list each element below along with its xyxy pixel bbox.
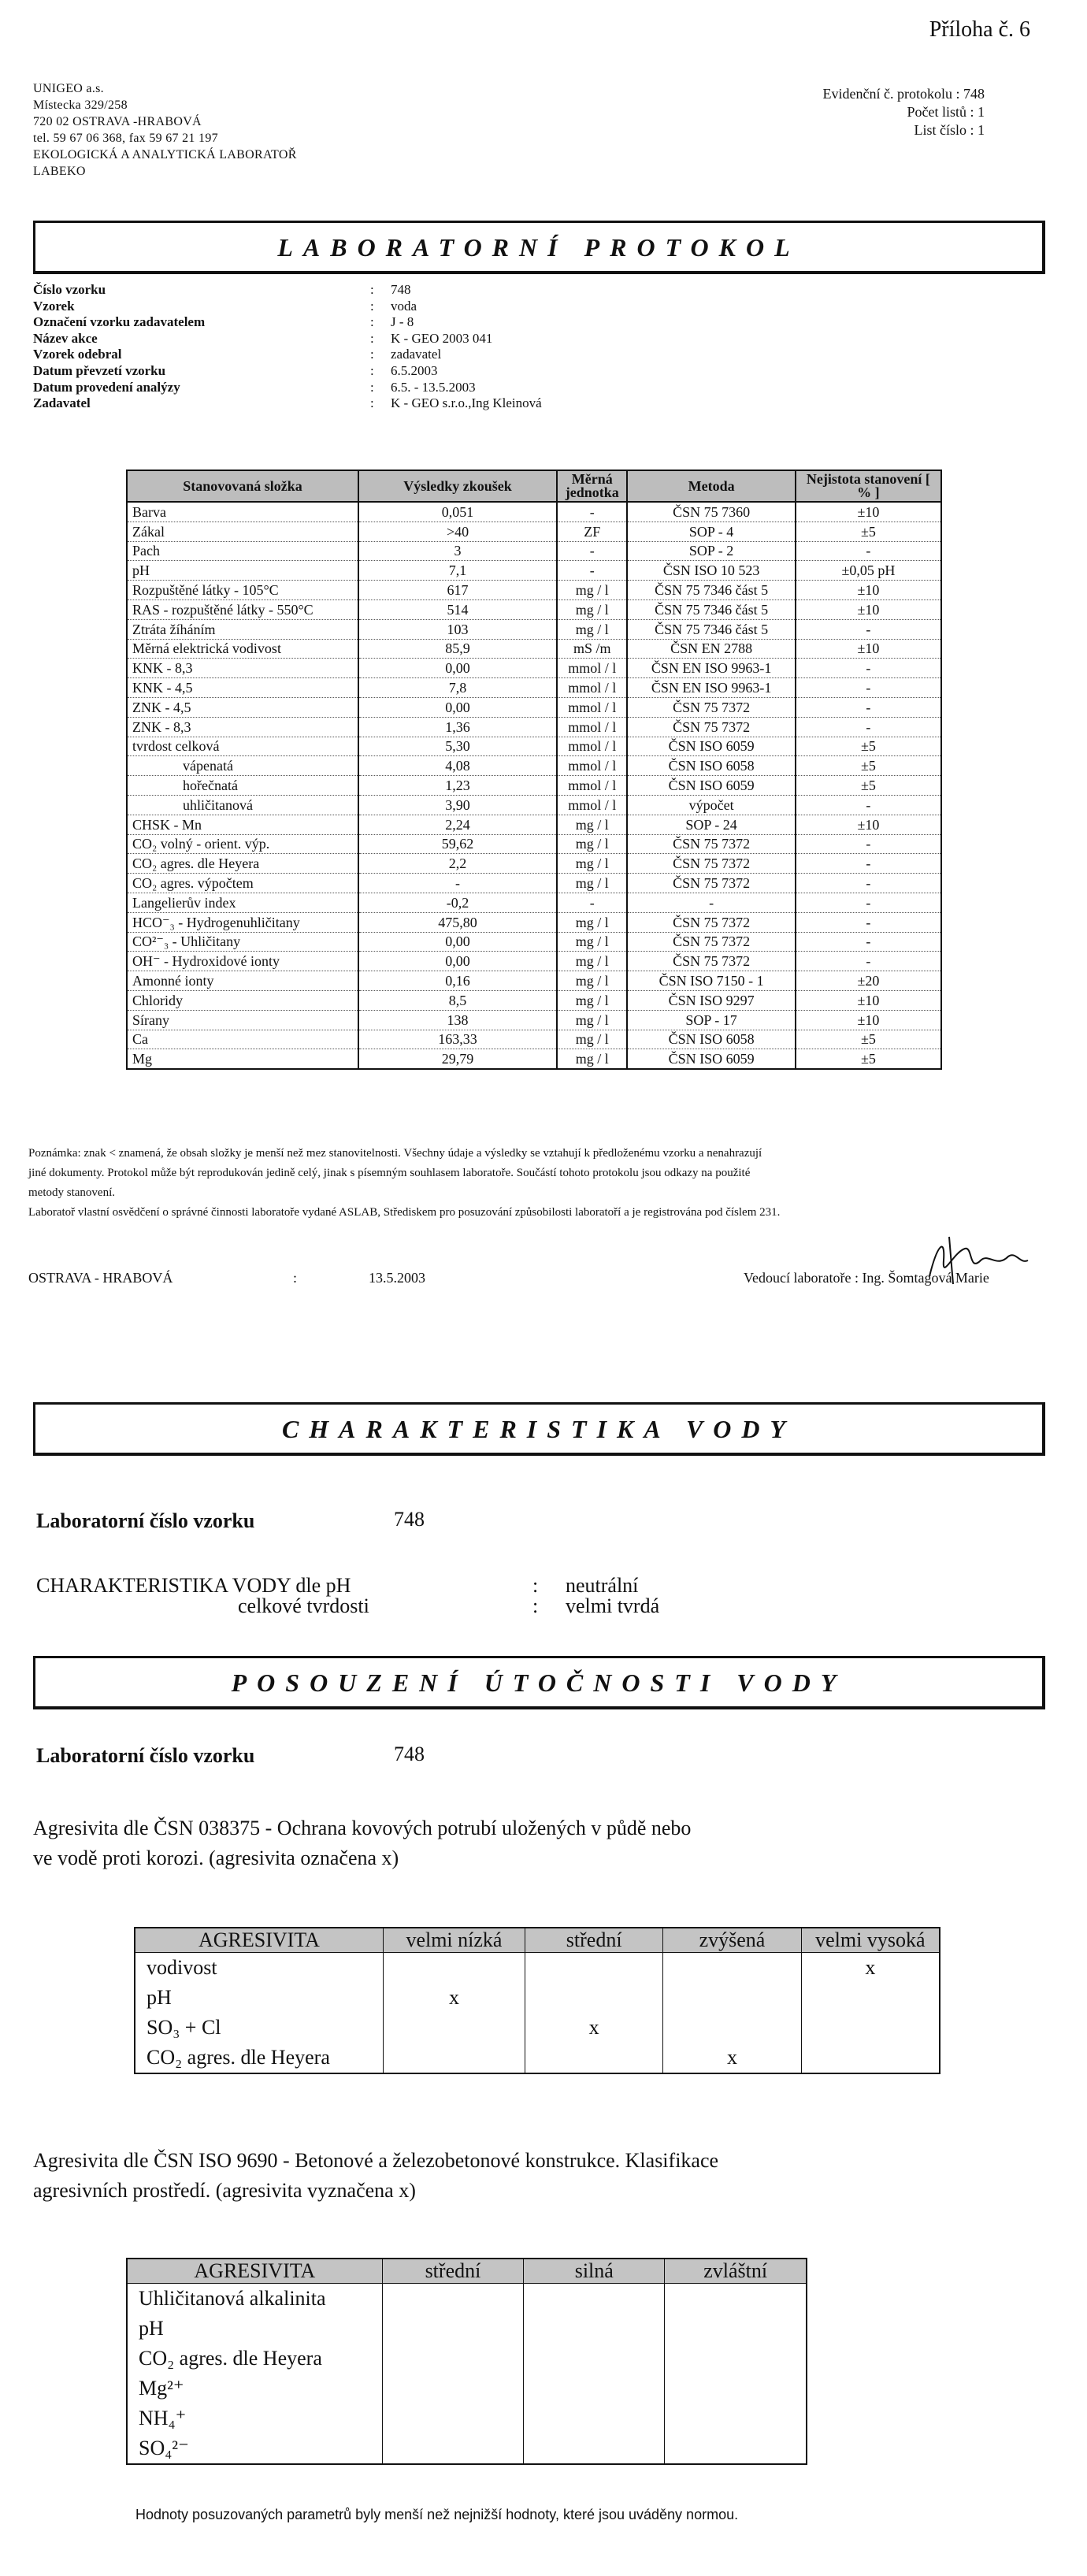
cell-method: ČSN 75 7346 část 5 [627, 619, 795, 639]
cell-unc: - [796, 697, 941, 717]
cell-name: Pach [127, 541, 358, 561]
table-row [127, 599, 941, 619]
table-row [127, 815, 941, 834]
cell-unc: ±10 [796, 1010, 941, 1030]
cell-name: ZNK - 4,5 [127, 697, 358, 717]
cell-result: 3 [358, 541, 557, 561]
col-header: střední [525, 1928, 663, 1953]
cell-name: pH [127, 561, 358, 581]
cell-unit: mg / l [557, 834, 627, 854]
cell-unc: - [796, 678, 941, 698]
sample-info-row [33, 363, 542, 380]
cell-unc: - [796, 541, 941, 561]
cell-unit: mg / l [557, 990, 627, 1010]
cell-name: KNK - 8,3 [127, 659, 358, 678]
colon: : [370, 379, 374, 395]
table-row [127, 659, 941, 678]
date: 13.5.2003 [369, 1270, 425, 1286]
cell-method: ČSN 75 7346 část 5 [627, 581, 795, 600]
cell-result: - [358, 874, 557, 893]
col-header: Metoda [627, 470, 795, 502]
aggressivity-mark: x [663, 2043, 801, 2073]
cell-unit: mg / l [557, 874, 627, 893]
table-row [127, 2284, 807, 2314]
sheet-count: Počet listů : 1 [907, 104, 985, 120]
aggressivity-mark [383, 2043, 525, 2073]
sample-info-value: 6.5.2003 [391, 362, 438, 378]
cell-result: 0,00 [358, 932, 557, 952]
col-header: velmi nízká [383, 1928, 525, 1953]
table-row [127, 990, 941, 1010]
aggressivity-mark [663, 2013, 801, 2043]
aggressivity-table-1 [134, 1927, 940, 2074]
cell-unc: ±5 [796, 1030, 941, 1049]
cell-unit: mmol / l [557, 717, 627, 737]
cell-result: 475,80 [358, 912, 557, 932]
note-line: jiné dokumenty. Protokol může být reprodukován jedině celý, jinak s písemným souhlasem laboratoře. Součástí tohoto protokolu jsou odkazy na použité [28, 1167, 751, 1179]
cell-unc: - [796, 834, 941, 854]
cell-name: Langelierův index [127, 893, 358, 912]
cell-method: ČSN ISO 6059 [627, 776, 795, 796]
sample-info-row [33, 314, 542, 331]
cell-name: ZNK - 8,3 [127, 717, 358, 737]
cell-result: 0,00 [358, 659, 557, 678]
note-line: Laboratoř vlastní osvědčení o správné činnosti laboratoře vydané ASLAB, Střediskem pro posuzování způsobilosti laboratoří a je registrována pod číslem 231. [28, 1206, 781, 1219]
colon: : [532, 1594, 539, 1617]
param-name: NH₄⁺ [127, 2403, 382, 2433]
sample-info-label: Číslo vzorku [33, 282, 106, 297]
sample-info-row [33, 331, 542, 347]
cell-result: 163,33 [358, 1030, 557, 1049]
table-row [127, 893, 941, 912]
organization-address [33, 80, 297, 180]
param-name: pH [127, 2314, 382, 2344]
table-row [127, 834, 941, 854]
cell-result: 3,90 [358, 795, 557, 815]
cell-method: ČSN EN ISO 9963-1 [627, 659, 795, 678]
signature-icon [922, 1229, 1032, 1292]
cell-method: ČSN ISO 7150 - 1 [627, 971, 795, 991]
place: OSTRAVA - HRABOVÁ [28, 1270, 173, 1286]
aggressivity-mark [801, 2013, 940, 2043]
col-header: AGRESIVITA [135, 1928, 383, 1953]
cell-method: ČSN EN ISO 9963-1 [627, 678, 795, 698]
cell-unit: mmol / l [557, 776, 627, 796]
table-row [127, 776, 941, 796]
col-header: AGRESIVITA [127, 2259, 382, 2284]
sample-info-label: Označení vzorku zadavatelem [33, 314, 206, 330]
cell-unit: - [557, 893, 627, 912]
table-row [127, 2433, 807, 2464]
cell-result: 2,24 [358, 815, 557, 834]
cell-unc: - [796, 854, 941, 874]
cell-name: Zákal [127, 522, 358, 541]
page-label: Příloha č. 6 [929, 17, 1030, 42]
table-row [135, 1983, 940, 2013]
sample-info-value: K - GEO s.r.o.,Ing Kleinová [391, 395, 542, 411]
sample-info-label: Datum převzetí vzorku [33, 362, 166, 378]
sample-info-label: Zadavatel [33, 395, 91, 411]
param-name: pH [135, 1983, 383, 2013]
cell-name: Měrná elektrická vodivost [127, 639, 358, 659]
cell-method: ČSN 75 7346 část 5 [627, 599, 795, 619]
aggressivity-text-2: Agresivita dle ČSN ISO 9690 - Betonové a železobetonové konstrukce. Klasifikace agresivních prostředí. (agresivita vyznačena x) [33, 2149, 719, 2202]
cell-result: 4,08 [358, 756, 557, 776]
cell-name: CO₂ agres. výpočtem [127, 874, 358, 893]
cell-unit: mg / l [557, 1030, 627, 1049]
sample-info-label: Vzorek odebral [33, 347, 122, 362]
colon: : [370, 362, 374, 378]
aggressivity-mark: x [525, 2013, 663, 2043]
cell-result: 29,79 [358, 1049, 557, 1069]
cell-name: uhličitanová [127, 795, 358, 815]
aggressivity-mark [663, 1983, 801, 2013]
cell-unc: - [796, 952, 941, 971]
sample-info-label: Vzorek [33, 298, 75, 314]
cell-method: ČSN ISO 6059 [627, 1049, 795, 1069]
table-row [127, 639, 941, 659]
aggressivity-mark [525, 1953, 663, 1984]
aggressivity-mark [801, 2043, 940, 2073]
characteristic-value-ph: neutrální [566, 1574, 639, 1597]
cell-method: SOP - 24 [627, 815, 795, 834]
sample-info-row [33, 395, 542, 412]
cell-method: ČSN ISO 6058 [627, 756, 795, 776]
table-row [135, 2043, 940, 2073]
protocol-title: LABORATORNÍ PROTOKOL [33, 221, 1045, 274]
table-row [135, 1953, 940, 1984]
sample-info-value: zadavatel [391, 347, 442, 362]
colon: : [532, 1574, 539, 1597]
table-row [127, 1030, 941, 1049]
sample-info [33, 282, 542, 412]
cell-unit: - [557, 541, 627, 561]
sheet-number: List číslo : 1 [914, 122, 985, 138]
table-row [127, 678, 941, 698]
characteristic-title: CHARAKTERISTIKA VODY [33, 1402, 1045, 1456]
cell-name: Barva [127, 502, 358, 522]
colon: : [370, 314, 374, 330]
cell-method: ČSN ISO 6058 [627, 1030, 795, 1049]
cell-unc: ±10 [796, 990, 941, 1010]
cell-unc: ±10 [796, 581, 941, 600]
colon: : [370, 282, 374, 297]
col-header: Stanovovaná složka [127, 470, 358, 502]
org-line: 720 02 OSTRAVA -HRABOVÁ [33, 115, 202, 128]
cell-unit: mmol / l [557, 737, 627, 756]
cell-result: 5,30 [358, 737, 557, 756]
org-line: UNIGEO a.s. [33, 82, 104, 95]
table-row [127, 2344, 807, 2374]
cell-unc: ±10 [796, 815, 941, 834]
aggressivity-mark [663, 1953, 801, 1984]
cell-unc: - [796, 912, 941, 932]
cell-method: ČSN ISO 10 523 [627, 561, 795, 581]
cell-unit: mg / l [557, 932, 627, 952]
cell-name: HCO⁻₃ - Hydrogenuhličitany [127, 912, 358, 932]
cell-unit: mmol / l [557, 678, 627, 698]
cell-method: - [627, 893, 795, 912]
cell-unit: mmol / l [557, 697, 627, 717]
cell-unit: mg / l [557, 971, 627, 991]
lab-sample-number-label: Laboratorní číslo vzorku [36, 1509, 255, 1532]
cell-unit: - [557, 561, 627, 581]
lab-results-table [126, 470, 942, 1070]
col-header: silná [524, 2259, 665, 2284]
cell-unc: - [796, 717, 941, 737]
cell-unc: - [796, 874, 941, 893]
cell-unit: mg / l [557, 581, 627, 600]
sample-info-label: Název akce [33, 330, 98, 346]
col-header: Výsledky zkoušek [358, 470, 557, 502]
param-name: Uhličitanová alkalinita [127, 2284, 382, 2314]
cell-name: Ztráta žíháním [127, 619, 358, 639]
cell-unc: ±10 [796, 502, 941, 522]
table-row [127, 619, 941, 639]
table-row [127, 952, 941, 971]
note-line: Poznámka: znak < znamená, že obsah složky je menší než mez stanovitelnosti. Všechny údaje a výsledky se vztahují k předloženému vzorku a nenahrazují [28, 1147, 762, 1160]
cell-result: 59,62 [358, 834, 557, 854]
cell-name: CO₂ volný - orient. výp. [127, 834, 358, 854]
cell-unc: ±5 [796, 522, 941, 541]
cell-name: hořečnatá [127, 776, 358, 796]
protocol-meta [823, 85, 985, 139]
cell-name: Sírany [127, 1010, 358, 1030]
cell-method: SOP - 4 [627, 522, 795, 541]
cell-unit: ZF [557, 522, 627, 541]
characteristic-label-hardness: celkové tvrdosti [238, 1594, 369, 1617]
cell-name: Chloridy [127, 990, 358, 1010]
cell-unc: ±10 [796, 599, 941, 619]
param-name: CO₂ agres. dle Heyera [135, 2043, 383, 2073]
cell-method: ČSN 75 7372 [627, 952, 795, 971]
table-row [127, 502, 941, 522]
param-name: CO₂ agres. dle Heyera [127, 2344, 382, 2374]
cell-unc: ±5 [796, 756, 941, 776]
colon: : [370, 330, 374, 346]
cell-result: 7,8 [358, 678, 557, 698]
sample-info-value: J - 8 [391, 314, 414, 330]
colon: : [370, 395, 374, 411]
cell-unc: ±0,05 pH [796, 561, 941, 581]
col-header: zvláštní [665, 2259, 807, 2284]
table-row [127, 541, 941, 561]
cell-method: ČSN 75 7372 [627, 912, 795, 932]
org-line: Místecka 329/258 [33, 98, 128, 112]
cell-unit: mmol / l [557, 756, 627, 776]
table-row [127, 2314, 807, 2344]
table-row [127, 756, 941, 776]
cell-method: SOP - 2 [627, 541, 795, 561]
aggressivity-mark: x [383, 1983, 525, 2013]
cell-unc: - [796, 795, 941, 815]
table-row [127, 2374, 807, 2403]
cell-unit: mS /m [557, 639, 627, 659]
sample-info-value: voda [391, 298, 417, 314]
param-name: vodivost [135, 1953, 383, 1984]
cell-unit: - [557, 502, 627, 522]
cell-name: tvrdost celková [127, 737, 358, 756]
table-row [127, 561, 941, 581]
cell-result: 7,1 [358, 561, 557, 581]
cell-unc: - [796, 619, 941, 639]
cell-name: CHSK - Mn [127, 815, 358, 834]
cell-result: 2,2 [358, 854, 557, 874]
table-row [127, 522, 941, 541]
sample-info-row [33, 380, 542, 396]
assessment-title: POSOUZENÍ ÚTOČNOSTI VODY [33, 1656, 1045, 1709]
sample-info-row [33, 347, 542, 363]
cell-name: KNK - 4,5 [127, 678, 358, 698]
cell-result: 514 [358, 599, 557, 619]
lab-head: Vedoucí laboratoře : Ing. Šomtagová Marie [744, 1270, 989, 1286]
lab-sample-number: 748 [394, 1743, 425, 1765]
table-row [127, 854, 941, 874]
sample-info-value: 6.5. - 13.5.2003 [391, 379, 476, 395]
cell-unit: mg / l [557, 952, 627, 971]
cell-unit: mg / l [557, 619, 627, 639]
cell-unc: ±10 [796, 639, 941, 659]
cell-method: ČSN 75 7372 [627, 717, 795, 737]
cell-result: 0,00 [358, 952, 557, 971]
cell-unc: - [796, 893, 941, 912]
cell-unc: ±20 [796, 971, 941, 991]
col-header: zvýšená [663, 1928, 801, 1953]
cell-unit: mmol / l [557, 795, 627, 815]
cell-result: 0,00 [358, 697, 557, 717]
lab-sample-number: 748 [394, 1508, 425, 1531]
cell-method: ČSN 75 7372 [627, 697, 795, 717]
cell-result: >40 [358, 522, 557, 541]
table-row [127, 971, 941, 991]
cell-unc: - [796, 932, 941, 952]
protocol-note [28, 1144, 1052, 1223]
characteristic-label-ph: CHARAKTERISTIKA VODY dle pH [36, 1574, 351, 1597]
org-line: tel. 59 67 06 368, fax 59 67 21 197 [33, 132, 218, 145]
col-header: střední [382, 2259, 523, 2284]
table-row [135, 2013, 940, 2043]
aggressivity-mark [525, 2043, 663, 2073]
note-line: metody stanovení. [28, 1186, 115, 1199]
col-header: velmi vysoká [801, 1928, 940, 1953]
colon: : [370, 298, 374, 314]
cell-method: ČSN 75 7372 [627, 854, 795, 874]
cell-name: OH⁻ - Hydroxidové ionty [127, 952, 358, 971]
cell-result: 617 [358, 581, 557, 600]
sample-info-label: Datum provedení analýzy [33, 379, 180, 395]
aggressivity-table-2 [126, 2258, 807, 2465]
cell-name: RAS - rozpuštěné látky - 550°C [127, 599, 358, 619]
table-row [127, 581, 941, 600]
table-row [127, 2403, 807, 2433]
cell-unit: mg / l [557, 599, 627, 619]
cell-unit: mg / l [557, 1010, 627, 1030]
sample-info-value: 748 [391, 282, 411, 297]
cell-unit: mg / l [557, 912, 627, 932]
cell-method: ČSN ISO 6059 [627, 737, 795, 756]
cell-result: 1,36 [358, 717, 557, 737]
cell-method: ČSN ISO 9297 [627, 990, 795, 1010]
cell-method: ČSN EN 2788 [627, 639, 795, 659]
cell-unit: mg / l [557, 854, 627, 874]
aggressivity-text-1: Agresivita dle ČSN 038375 - Ochrana kovových potrubí uložených v půdě nebo ve vodě proti korozi. (agresivita označena x) [33, 1817, 692, 1869]
sample-info-value: K - GEO 2003 041 [391, 330, 493, 346]
cell-name: Rozpuštěné látky - 105°C [127, 581, 358, 600]
cell-name: Amonné ionty [127, 971, 358, 991]
cell-result: 1,23 [358, 776, 557, 796]
cell-result: 0,16 [358, 971, 557, 991]
footer-note: Hodnoty posuzovaných parametrů byly menší než nejnižší hodnoty, které jsou uváděny normou. [135, 2507, 739, 2522]
param-name: Mg²⁺ [127, 2374, 382, 2403]
table-row [127, 1010, 941, 1030]
cell-unit: mmol / l [557, 659, 627, 678]
table-row [127, 912, 941, 932]
param-name: SO₄²⁻ [127, 2433, 382, 2464]
cell-name: Ca [127, 1030, 358, 1049]
cell-name: Mg [127, 1049, 358, 1069]
table-row [127, 697, 941, 717]
cell-result: 0,051 [358, 502, 557, 522]
org-line: LABEKO [33, 165, 86, 178]
cell-unc: ±5 [796, 776, 941, 796]
protocol-number: Evidenční č. protokolu : 748 [822, 86, 985, 102]
col-header: Měrná jednotka [557, 470, 627, 502]
sample-info-row [33, 282, 542, 299]
lab-sample-number-label: Laboratorní číslo vzorku [36, 1744, 255, 1767]
table-row [127, 795, 941, 815]
aggressivity-mark [383, 1953, 525, 1984]
org-line: EKOLOGICKÁ A ANALYTICKÁ LABORATOŘ [33, 148, 297, 161]
table-row [127, 1049, 941, 1069]
table-row [127, 932, 941, 952]
cell-name: vápenatá [127, 756, 358, 776]
cell-unit: mg / l [557, 815, 627, 834]
cell-method: ČSN 75 7372 [627, 874, 795, 893]
aggressivity-mark [383, 2013, 525, 2043]
aggressivity-mark [525, 1983, 663, 2013]
aggressivity-mark: x [801, 1953, 940, 1984]
cell-method: SOP - 17 [627, 1010, 795, 1030]
cell-unc: ±5 [796, 737, 941, 756]
param-name: SO₃ + Cl [135, 2013, 383, 2043]
colon: : [293, 1270, 298, 1286]
cell-name: CO₂ agres. dle Heyera [127, 854, 358, 874]
cell-result: -0,2 [358, 893, 557, 912]
cell-method: výpočet [627, 795, 795, 815]
sample-info-row [33, 299, 542, 315]
cell-unc: ±5 [796, 1049, 941, 1069]
aggressivity-mark [801, 1983, 940, 2013]
cell-name: CO²⁻₃ - Uhličitany [127, 932, 358, 952]
cell-result: 138 [358, 1010, 557, 1030]
colon: : [370, 347, 374, 362]
cell-result: 85,9 [358, 639, 557, 659]
cell-unit: mg / l [557, 1049, 627, 1069]
col-header: Nejistota stanovení [ % ] [796, 470, 941, 502]
cell-result: 103 [358, 619, 557, 639]
cell-result: 8,5 [358, 990, 557, 1010]
cell-method: ČSN 75 7360 [627, 502, 795, 522]
table-row [127, 717, 941, 737]
table-row [127, 874, 941, 893]
table-row [127, 737, 941, 756]
characteristic-value-hardness: velmi tvrdá [566, 1594, 660, 1617]
cell-unc: - [796, 659, 941, 678]
cell-method: ČSN 75 7372 [627, 834, 795, 854]
cell-method: ČSN 75 7372 [627, 932, 795, 952]
